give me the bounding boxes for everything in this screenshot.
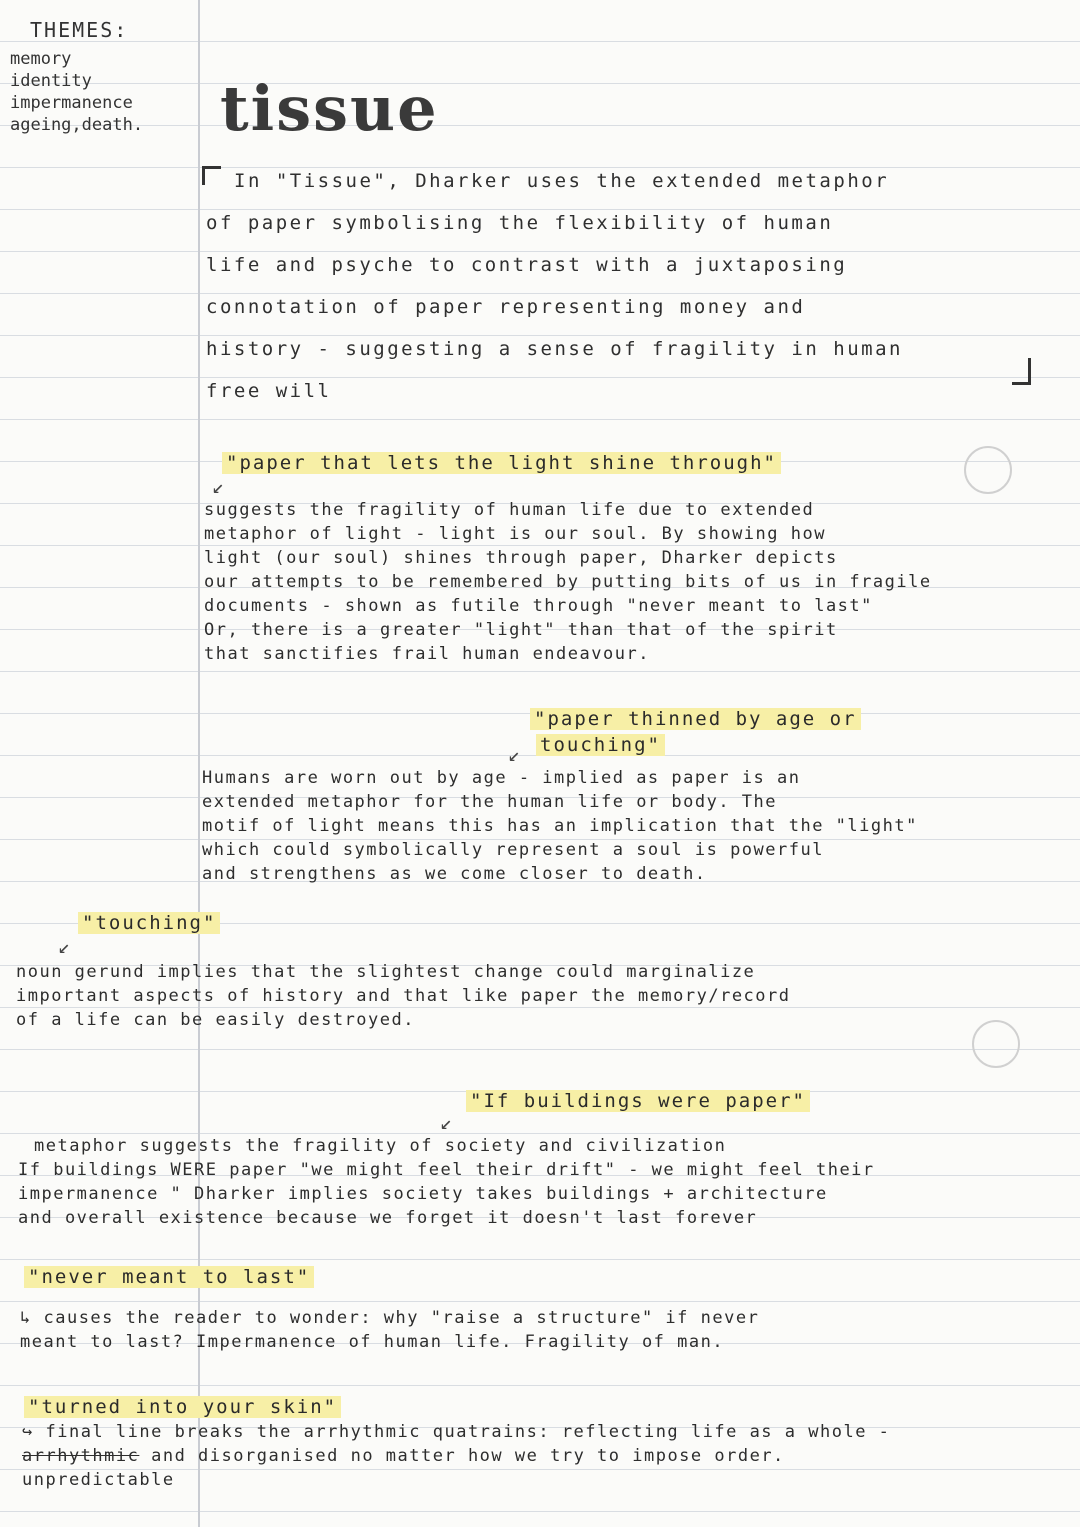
punch-hole-ring [964,446,1012,494]
quote-buildings-paper [466,1090,810,1112]
arrow-icon: ↪ [22,1422,46,1442]
note-line: impermanence " Dharker implies society takes buildings + architecture [18,1184,828,1204]
note-line: meant to last? Impermanence of human life. Fragility of man. [20,1332,725,1352]
note-line: and overall existence because we forget it doesn't last forever [18,1208,758,1228]
intro-line: In "Tissue", Dharker uses the extended metaphor [234,170,890,192]
arrow-icon: ↳ [20,1308,44,1328]
intro-line: free will [206,380,332,402]
intro-line: history - suggesting a sense of fragility in human [206,338,903,360]
note-line: motif of light means this has an implication that the "light" [202,816,918,836]
theme-item: impermanence [10,93,133,113]
intro-line: connotation of paper representing money and [206,296,806,318]
margin-line [198,0,200,1527]
quote-text: "If buildings were paper" [466,1090,810,1112]
note-turned-skin [22,1420,890,1492]
note-line: extended metaphor for the human life or body. The [202,792,778,812]
themes-heading: THEMES: [30,18,129,42]
note-line: metaphor of light - light is our soul. By showing how [204,524,826,544]
quote-text: touching" [536,734,665,756]
punch-hole-ring [972,1020,1020,1068]
theme-item: memory [10,49,72,69]
quote-text: "never meant to last" [24,1266,314,1288]
theme-item: identity [10,71,92,91]
arrow-icon: ↙ [440,1110,453,1134]
note-line: important aspects of history and that like paper the memory/record [16,986,791,1006]
note-line: and strengthens as we come closer to death. [202,864,707,884]
note-text: causes the reader to wonder: why "raise a structure" if never [43,1308,760,1328]
note-line: documents - shown as futile through "never meant to last" [204,596,873,616]
note-line: suggests the fragility of human life due to extended [204,500,815,520]
quote-text: "touching" [78,912,220,934]
quote-paper-thinned [530,708,861,730]
intro-line: life and psyche to contrast with a juxtaposing [206,254,848,276]
arrow-icon: ↙ [508,742,521,766]
arrow-icon: ↙ [212,474,225,498]
note-line: noun gerund implies that the slightest change could marginalize [16,962,756,982]
note-paper-thinned [202,766,918,886]
arrow-icon: ↙ [58,934,71,958]
note-line: metaphor suggests the fragility of society and civilization [34,1136,727,1156]
intro-paragraph [206,160,1046,412]
note-line: light (our soul) shines through paper, Dharker depicts [204,548,838,568]
struck-word: arrhythmic [22,1446,140,1466]
note-text: and disorganised no matter how we try to impose order. [151,1446,785,1466]
note-text: final line breaks the arrhythmic quatrains: reflecting life as a whole - [45,1422,891,1442]
quote-text: "turned into your skin" [24,1396,341,1418]
bracket-bottom-right [1012,358,1031,385]
quote-paper-thinned-cont [536,734,665,756]
note-touching [16,960,791,1032]
page-title: tissue [220,72,439,145]
quote-paper-light [222,452,781,474]
note-line: our attempts to be remembered by putting bits of us in fragile [204,572,932,592]
note-line: Humans are worn out by age - implied as paper is an [202,768,801,788]
quote-never-meant [24,1266,314,1288]
note-paper-light [204,498,932,666]
note-line: unpredictable [22,1470,175,1490]
theme-item: ageing,death. [10,115,144,135]
quote-text: "paper thinned by age or [530,708,861,730]
intro-line: of paper symbolising the flexibility of human [206,212,834,234]
note-line: that sanctifies frail human endeavour. [204,644,650,664]
themes-list [10,48,143,136]
quote-touching [78,912,220,934]
note-line [22,1420,890,1444]
note-line: Or, there is a greater "light" than that of the spirit [204,620,838,640]
note-line [20,1306,759,1330]
note-buildings-paper [18,1134,875,1230]
note-line [22,1444,890,1468]
note-line: which could symbolically represent a soul is powerful [202,840,824,860]
note-line: of a life can be easily destroyed. [16,1010,415,1030]
note-never-meant [20,1306,759,1354]
quote-turned-skin [24,1396,341,1418]
note-line: If buildings WERE paper "we might feel their drift" - we might feel their [18,1160,875,1180]
quote-text: "paper that lets the light shine through" [222,452,781,474]
